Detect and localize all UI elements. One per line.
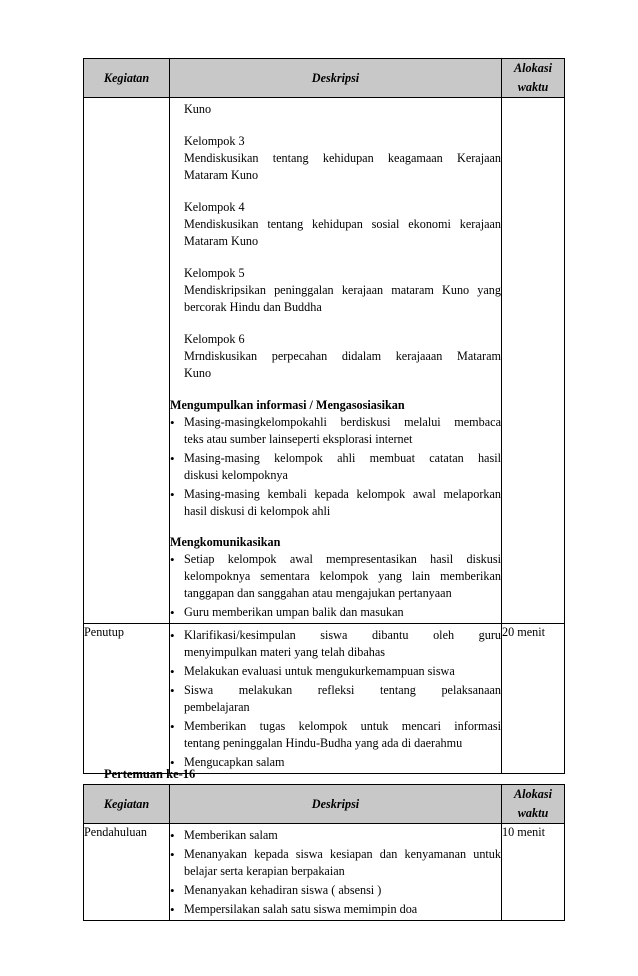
penutup-list [170,627,501,771]
list-item: • Guru memberikan umpan balik dan masukan [170,604,501,621]
alokasi-penutup-value: 20 menit [502,624,565,774]
group-block-4 [170,199,501,250]
kegiatan-pendahuluan-label: Pendahuluan [84,824,170,921]
group-title: Kelompok 6 [184,332,245,346]
deskripsi-cell [170,98,502,624]
list-item: • Memberikan tugas kelompok untuk mencari informasi tentang peninggalan Hindu-Budha yang ada di daerahmu [170,718,501,752]
group-text: bercorak Hindu dan Buddha [184,300,322,314]
table-header-row [84,59,565,98]
list-item: • Mempersilakan salah satu siswa memimpin doa [170,901,501,918]
deskripsi-penutup-cell [170,624,502,774]
group-text: Mendiskripsikan peninggalan kerajaan mataram Kuno yang [184,283,501,297]
header-alokasi [502,59,565,98]
section-title: Pertemuan ke-16 [104,767,196,781]
deskripsi-pendahuluan-cell [170,824,502,921]
pendahuluan-list [170,827,501,918]
continued-text: Kuno [184,102,212,116]
group-text: Mataram Kuno [184,168,259,182]
lesson-activity-table-2 [83,784,565,921]
list-item: • Masing-masingkelompokahli berdiskusi melalui membaca teks atau sumber lainseperti eksplorasi internet [170,414,501,448]
group-block-3 [170,133,501,184]
list-item: • Setiap kelompok awal mempresentasikan hasil diskusi kelompoknya sementara kelompok yang lain memberikan tanggapan dan sanggahan atau mengajukan pertanyaan [170,551,501,602]
mengkomunikasikan-list [170,551,501,621]
group-block-6 [170,331,501,382]
group-title: Kelompok 3 [184,134,245,148]
lesson-activity-table [83,58,565,774]
mengkomunikasikan-heading: Mengkomunikasikan [170,535,281,549]
group-title: Kelompok 5 [184,266,245,280]
alokasi-cell [502,98,565,624]
header-kegiatan: Kegiatan [84,59,170,98]
header-deskripsi: Deskripsi [170,785,502,824]
header-alokasi [502,785,565,824]
list-item: • Menanyakan kehadiran siswa ( absensi ) [170,882,501,899]
header-kegiatan: Kegiatan [84,785,170,824]
group-text: Mendiskusikan tentang kehidupan sosial ekonomi kerajaan [184,217,501,231]
list-item: • Mengucapkan salam [170,754,501,771]
header-alokasi-line1: Alokasi [514,61,552,75]
header-alokasi-line2: waktu [517,806,549,820]
list-item: • Klarifikasi/kesimpulan siswa dibantu oleh guru menyimpulkan materi yang telah dibahas [170,627,501,661]
list-item: • Masing-masing kelompok ahli membuat catatan hasil diskusi kelompoknya [170,450,501,484]
group-title: Kelompok 4 [184,200,245,214]
header-alokasi-line1: Alokasi [514,787,552,801]
header-alokasi-line2: waktu [517,80,549,94]
table-header-row [84,785,565,824]
alokasi-pendahuluan-value: 10 menit [502,824,565,921]
list-item: • Melakukan evaluasi untuk mengukurkemampuan siswa [170,663,501,680]
kegiatan-cell [84,98,170,624]
table-row-kegiatan-inti [84,98,565,624]
list-item: • Siswa melakukan refleksi tentang pelaksanaan pembelajaran [170,682,501,716]
group-text: Mrndiskusikan perpecahan didalam kerajaaan Mataram [184,349,501,363]
kegiatan-penutup-label: Penutup [84,624,170,774]
list-item: • Memberikan salam [170,827,501,844]
list-item: • Menanyakan kepada siswa kesiapan dan kenyamanan untuk belajar serta kerapian berpakaian [170,846,501,880]
group-text: Mataram Kuno [184,234,259,248]
table-row-pendahuluan [84,824,565,921]
group-block-5 [170,265,501,316]
mengumpulkan-list [170,414,501,520]
table-row-penutup [84,624,565,774]
group-text: Kuno [184,366,212,380]
mengumpulkan-heading: Mengumpulkan informasi / Mengasosiasikan [170,398,405,412]
header-deskripsi: Deskripsi [170,59,502,98]
list-item: • Masing-masing kembali kepada kelompok awal melaporkan hasil diskusi di kelompok ahli [170,486,501,520]
group-text: Mendiskusikan tentang kehidupan keagamaan Kerajaan [184,151,501,165]
